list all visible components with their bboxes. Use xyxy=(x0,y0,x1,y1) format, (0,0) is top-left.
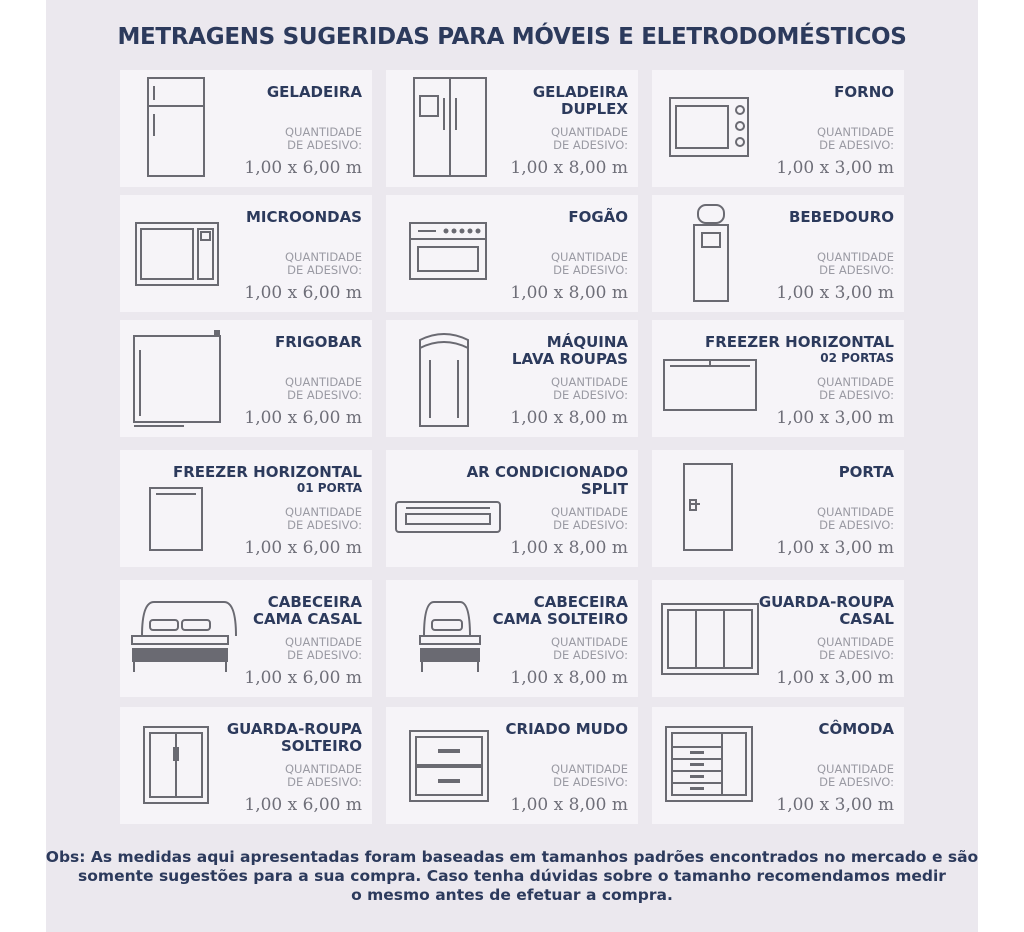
item-name-line: FORNO xyxy=(834,83,894,101)
dresser-icon xyxy=(652,707,782,824)
quantity-label-line: DE ADESIVO: xyxy=(287,518,362,532)
measurement-value: 1,00 x 3,00 m xyxy=(776,538,894,558)
item-name-line: CAMA CASAL xyxy=(253,610,362,628)
quantity-label-line: QUANTIDADE xyxy=(285,250,362,264)
item-name-line: PORTA xyxy=(838,463,894,481)
measurement-value: 1,00 x 6,00 m xyxy=(244,408,362,428)
item-card xyxy=(120,320,372,437)
quantity-label xyxy=(551,763,628,789)
item-name xyxy=(227,721,362,755)
fridge-icon xyxy=(120,70,250,187)
measurement-value: 1,00 x 3,00 m xyxy=(776,158,894,178)
door-icon xyxy=(652,450,782,567)
quantity-label-line: DE ADESIVO: xyxy=(819,138,894,152)
item-card xyxy=(386,450,638,567)
item-card xyxy=(120,707,372,824)
quantity-label-line: QUANTIDADE xyxy=(817,505,894,519)
quantity-label-line: DE ADESIVO: xyxy=(819,518,894,532)
item-card xyxy=(652,707,904,824)
nightstand-icon xyxy=(386,707,516,824)
measurement-value: 1,00 x 6,00 m xyxy=(244,283,362,303)
measurement-value: 1,00 x 8,00 m xyxy=(510,158,628,178)
quantity-label-line: DE ADESIVO: xyxy=(819,388,894,402)
item-name xyxy=(568,209,628,226)
measurement-value: 1,00 x 8,00 m xyxy=(510,283,628,303)
quantity-label xyxy=(285,763,362,789)
measurement-value: 1,00 x 6,00 m xyxy=(244,795,362,815)
quantity-label-line: DE ADESIVO: xyxy=(287,263,362,277)
quantity-label xyxy=(285,506,362,532)
item-name-line: FRIGOBAR xyxy=(274,333,362,351)
item-name-line: DUPLEX xyxy=(561,100,628,118)
item-card xyxy=(120,70,372,187)
double-bed-icon xyxy=(120,580,250,697)
quantity-label xyxy=(285,636,362,662)
washing-machine-icon xyxy=(386,320,516,437)
item-name-line: CRIADO MUDO xyxy=(505,720,628,738)
measurement-value: 1,00 x 8,00 m xyxy=(510,668,628,688)
item-name xyxy=(173,464,362,496)
measurement-value: 1,00 x 3,00 m xyxy=(776,795,894,815)
item-name xyxy=(467,464,628,498)
item-name xyxy=(506,721,628,738)
duplex-fridge-icon xyxy=(386,70,516,187)
measurement-value: 1,00 x 8,00 m xyxy=(510,538,628,558)
quantity-label xyxy=(551,506,628,532)
item-name-line: LAVA ROUPAS xyxy=(511,350,628,368)
quantity-label xyxy=(551,126,628,152)
item-name-line: CASAL xyxy=(839,610,894,628)
quantity-label xyxy=(817,636,894,662)
item-name-line: GUARDA-ROUPA xyxy=(226,720,362,738)
measurement-value: 1,00 x 3,00 m xyxy=(776,668,894,688)
quantity-label-line: QUANTIDADE xyxy=(817,125,894,139)
oven-icon xyxy=(652,70,782,187)
quantity-label-line: DE ADESIVO: xyxy=(553,518,628,532)
quantity-label-line: QUANTIDADE xyxy=(285,375,362,389)
quantity-label-line: QUANTIDADE xyxy=(551,375,628,389)
quantity-label-line: QUANTIDADE xyxy=(817,375,894,389)
quantity-label-line: QUANTIDADE xyxy=(285,505,362,519)
measurement-value: 1,00 x 6,00 m xyxy=(244,158,362,178)
quantity-label xyxy=(285,251,362,277)
item-name-line: GELADEIRA xyxy=(266,83,362,101)
item-name-line: MÁQUINA xyxy=(546,333,628,351)
item-name xyxy=(253,594,362,628)
quantity-label xyxy=(285,376,362,402)
quantity-label xyxy=(817,763,894,789)
quantity-label-line: DE ADESIVO: xyxy=(553,138,628,152)
quantity-label-line: QUANTIDADE xyxy=(551,762,628,776)
item-name-line: CABECEIRA xyxy=(267,593,362,611)
observation-line: Obs: As medidas aqui apresentadas foram baseadas em tamanhos padrões encontrados no mercado e são xyxy=(45,848,979,866)
item-card xyxy=(386,195,638,312)
quantity-label-line: DE ADESIVO: xyxy=(819,648,894,662)
item-name-line: GELADEIRA xyxy=(532,83,628,101)
item-card xyxy=(120,195,372,312)
quantity-label-line: QUANTIDADE xyxy=(817,762,894,776)
item-card xyxy=(386,70,638,187)
item-name xyxy=(275,334,362,351)
observation-line: somente sugestões para a sua compra. Caso tenha dúvidas sobre o tamanho recomendamos medir xyxy=(78,867,946,885)
microwave-icon xyxy=(120,195,250,312)
item-name xyxy=(819,721,895,738)
item-name-line: FREEZER HORIZONTAL xyxy=(704,333,894,351)
item-name-line: SOLTEIRO xyxy=(281,737,362,755)
item-subtitle: 01 PORTA xyxy=(296,481,362,495)
water-cooler-icon xyxy=(652,195,782,312)
item-name-line: CAMA SOLTEIRO xyxy=(492,610,628,628)
minibar-icon xyxy=(120,320,250,437)
item-card xyxy=(652,320,904,437)
stove-icon xyxy=(386,195,516,312)
item-name xyxy=(267,84,362,101)
quantity-label-line: DE ADESIVO: xyxy=(553,388,628,402)
item-name xyxy=(759,594,894,628)
quantity-label-line: DE ADESIVO: xyxy=(553,775,628,789)
quantity-label xyxy=(551,636,628,662)
item-card xyxy=(386,580,638,697)
quantity-label xyxy=(817,126,894,152)
quantity-label xyxy=(817,506,894,532)
item-name-line: MICROONDAS xyxy=(246,208,362,226)
quantity-label xyxy=(551,376,628,402)
quantity-label-line: QUANTIDADE xyxy=(285,125,362,139)
quantity-label-line: DE ADESIVO: xyxy=(553,648,628,662)
measurement-value: 1,00 x 3,00 m xyxy=(776,408,894,428)
item-subtitle: 02 PORTAS xyxy=(820,351,894,365)
item-name-line: BEBEDOURO xyxy=(788,208,894,226)
item-name xyxy=(839,464,894,481)
quantity-label-line: QUANTIDADE xyxy=(285,635,362,649)
measurement-value: 1,00 x 8,00 m xyxy=(510,795,628,815)
item-card xyxy=(652,195,904,312)
item-name-line: CÔMODA xyxy=(818,720,894,738)
quantity-label-line: QUANTIDADE xyxy=(551,250,628,264)
quantity-label xyxy=(551,251,628,277)
quantity-label-line: DE ADESIVO: xyxy=(287,775,362,789)
item-card xyxy=(120,450,372,567)
item-card xyxy=(386,707,638,824)
quantity-label xyxy=(817,376,894,402)
item-name-line: AR CONDICIONADO xyxy=(466,463,628,481)
item-name xyxy=(493,594,628,628)
quantity-label-line: DE ADESIVO: xyxy=(287,138,362,152)
quantity-label-line: DE ADESIVO: xyxy=(287,648,362,662)
measurement-value: 1,00 x 6,00 m xyxy=(244,668,362,688)
quantity-label-line: QUANTIDADE xyxy=(285,762,362,776)
quantity-label xyxy=(817,251,894,277)
item-name xyxy=(789,209,894,226)
item-card xyxy=(120,580,372,697)
item-name xyxy=(834,84,894,101)
measurement-value: 1,00 x 3,00 m xyxy=(776,283,894,303)
observation-note xyxy=(0,848,1024,905)
item-card xyxy=(386,320,638,437)
page-title: METRAGENS SUGERIDAS PARA MÓVEIS E ELETRODOMÉSTICOS xyxy=(117,24,907,50)
item-name-line: FREEZER HORIZONTAL xyxy=(172,463,362,481)
item-name xyxy=(246,209,362,226)
item-name xyxy=(533,84,628,118)
quantity-label-line: DE ADESIVO: xyxy=(819,263,894,277)
item-name-line: CABECEIRA xyxy=(533,593,628,611)
item-name xyxy=(705,334,894,366)
quantity-label-line: QUANTIDADE xyxy=(817,250,894,264)
item-name-line: GUARDA-ROUPA xyxy=(758,593,894,611)
quantity-label-line: DE ADESIVO: xyxy=(287,388,362,402)
item-card xyxy=(652,580,904,697)
quantity-label xyxy=(285,126,362,152)
item-name xyxy=(512,334,628,368)
item-card xyxy=(652,450,904,567)
item-card xyxy=(652,70,904,187)
item-name-line: SPLIT xyxy=(580,480,628,498)
item-name-line: FOGÃO xyxy=(568,208,628,226)
quantity-label-line: QUANTIDADE xyxy=(551,125,628,139)
quantity-label-line: DE ADESIVO: xyxy=(819,775,894,789)
quantity-label-line: DE ADESIVO: xyxy=(553,263,628,277)
measurement-value: 1,00 x 8,00 m xyxy=(510,408,628,428)
quantity-label-line: QUANTIDADE xyxy=(551,635,628,649)
measurement-value: 1,00 x 6,00 m xyxy=(244,538,362,558)
observation-line: o mesmo antes de efetuar a compra. xyxy=(351,886,673,904)
quantity-label-line: QUANTIDADE xyxy=(551,505,628,519)
quantity-label-line: QUANTIDADE xyxy=(817,635,894,649)
